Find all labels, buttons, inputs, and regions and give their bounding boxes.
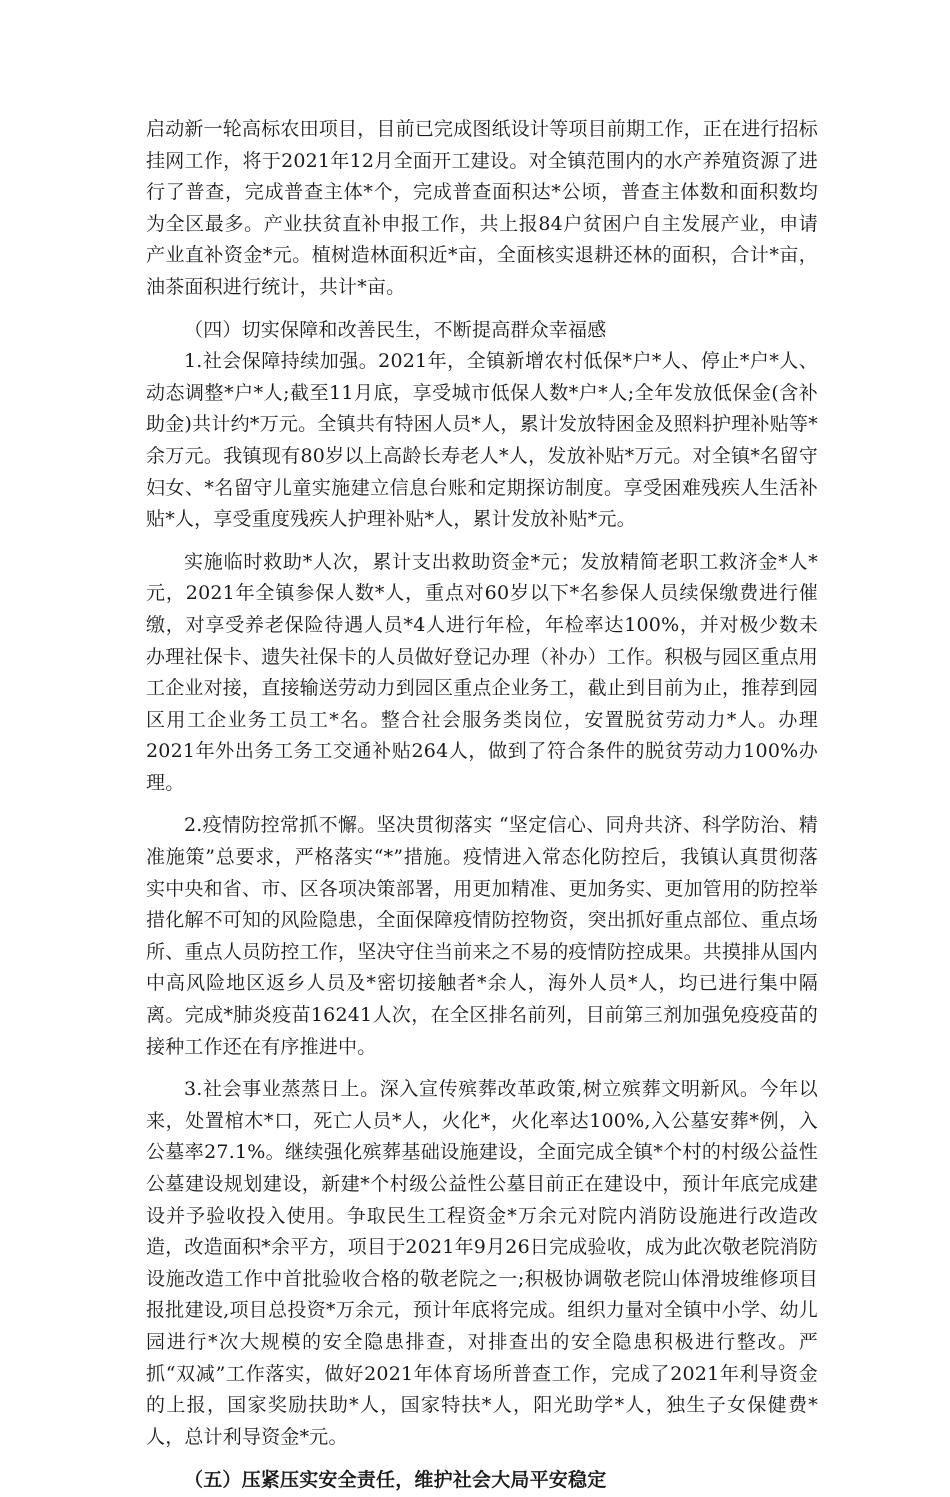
paragraph-temporary-relief: 实施临时救助*人次，累计支出救助资金*元；发放精简老职工救济金*人*元，2021年全镇参保人数*人，重点对60岁以下*名参保人员续保缴费进行催缴，对享受养老保险待遇人员*4人进行年检，年检率达100%，并对极少数未办理社保卡、遗失社保卡的人员做好登记办理（补办）工作。积极与园区重点用工企业对接，直接输送劳动力到园区重点企业务工，截止到目前为止，推荐到园区用工企业务工员工*名。整合社会服务类岗位，安置脱贫劳动力*人。办理2021年外出务工务工交通补贴264人，做到了符合条件的脱贫劳动力100%办理。 (146, 550, 819, 794)
paragraph-social-affairs: 3.社会事业蒸蒸日上。深入宣传殡葬改革政策,树立殡葬文明新风。今年以来，处置棺木*口，死亡人员*人，火化*，火化率达100%,入公墓安葬*例，入公墓率27.1%。继续强化殡葬基础设施建设，全面完成全镇*个村的村级公益性公墓建设规划建设，新建*个村级公益性公墓目前正在建设中，预计年底完成建设并予验收投入使用。争取民生工程资金*万余元对院内消防设施进行改造改造，改造面积*余平方，项目于2021年9月26日完成验收，成为此次敬老院消防设施改造工作中首批验收合格的敬老院之一;积极协调敬老院山体滑坡维修项目报批建设,项目总投资*万余元，预计年底将完成。组织力量对全镇中小学、幼儿园进行*次大规模的安全隐患排查，对排查出的安全隐患积极进行整改。严抓“双减”工作落实，做好2021年体育场所普查工作，完成了2021年利导资金的上报，国家奖励扶助*人，国家特扶*人，阳光助学*人，独生子女保健费*人，总计利导资金*元。 (146, 1078, 818, 1448)
section-heading-4: （四）切实保障和改善民生，不断提高群众幸福感 (184, 318, 607, 341)
paragraph-epidemic-control: 2.疫情防控常抓不懈。坚决贯彻落实 “坚定信心、同舟共济、科学防治、精准施策”总要求，严格落实“*”措施。疫情进入常态化防控后，我镇认真贯彻落实中央和省、市、区各项决策部署，用更加精准、更加务实、更加管用的防控举措化解不可知的风险隐患，全面保障疫情防控物资，突出抓好重点部位、重点场所、重点人员防控工作，坚决守住当前来之不易的疫情防控成果。共摸排从国内中高风险地区返乡人员及*密切接触者*余人，海外人员*人，均已进行集中隔离。完成*肺炎疫苗16241人次，在全区排名前列，目前第三剂加强免疫疫苗的接种工作还在有序推进中。 (146, 814, 819, 1058)
section-heading-5: （五）压紧压实安全责任，维护社会大局平安稳定 (184, 1469, 607, 1492)
document-page (146, 114, 818, 1497)
paragraph-agriculture: 启动新一轮高标农田项目，目前已完成图纸设计等项目前期工作，正在进行招标挂网工作，将于2021年12月全面开工建设。对全镇范围内的水产养殖资源了进行了普查，完成普查主体*个，完成普查面积达*公顷，普查主体数和面积数均为全区最多。产业扶贫直补申报工作，共上报84户贫困户自主发展产业，申请产业直补资金*元。植树造林面积近*亩，全面核实退耕还林的面积，合计*亩，油茶面积进行统计，共计*亩。 (146, 118, 819, 298)
paragraph-social-security: 1.社会保障持续加强。2021年，全镇新增农村低保*户*人、停止*户*人、动态调整*户*人;截至11月底，享受城市低保人数*户*人;全年发放低保金(含补助金)共计约*万元。全镇共有特困人员*人，累计发放特困金及照料护理补贴等*余万元。我镇现有80岁以上高龄长寿老人*人，发放补贴*万元。对全镇*名留守妇女、*名留守儿童实施建立信息台账和定期探访制度。享受困难残疾人生活补贴*人，享受重度残疾人护理补贴*人，累计发放补贴*元。 (146, 350, 818, 531)
